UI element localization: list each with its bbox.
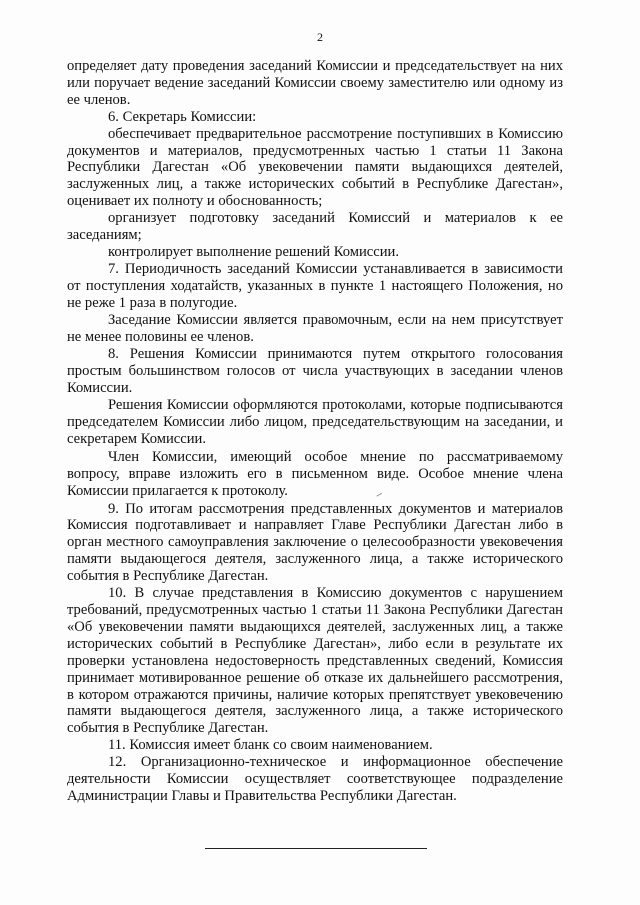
- paragraph-protocols: Решения Комиссии оформляются протоколами, которые подписываются председателем Комиссии либо лицом, председательствующим на заседании, и секретарем Комиссии.: [67, 397, 563, 447]
- paragraph-secretary-heading: 6. Секретарь Комиссии:: [108, 108, 257, 125]
- paragraph-conclusion: 9. По итогам рассмотрения представленных документов и материалов Комиссия подготавливает и направляет Главе Республики Дагестан либо в орган местного самоуправления заключение о целесообразности увековечения памяти выдающегося деятеля, заслуженного лица, а также исторического события в Республике Дагестан.: [67, 500, 563, 585]
- paragraph-secretary-prepare: организует подготовку заседаний Комиссий и материалов к ее заседаниям;: [67, 210, 563, 244]
- paragraph-voting: 8. Решения Комиссии принимаются путем открытого голосования простым большинством голосов от числа участвующих в заседании членов Комиссии.: [67, 346, 563, 397]
- paragraph-secretary-review: обеспечивает предварительное рассмотрение поступивших в Комиссию документов и материалов, предусмотренных частью 1 статьи 11 Закона Республики Дагестан «Об увековечении памяти выдающихся деятелей, заслуженных лиц, а также исторических событий в Республике Дагестан», оценивает их полноту и обоснованность;: [67, 125, 563, 210]
- paragraph-secretary-control: контролирует выполнение решений Комиссии.: [108, 243, 400, 260]
- document-body: [67, 58, 563, 805]
- paragraph-refusal: 10. В случае представления в Комиссию документов с нарушением требований, предусмотренных частью 1 статьи 11 Закона Республики Дагестан «Об увековечении памяти выдающихся деятелей, заслуженных лиц, а также исторических событий в Республике Дагестан», либо если в результате их проверки установлена недостоверность представленных сведений, Комиссия принимает мотивированное решение об отказе их дальнейшего рассмотрения, в котором отражаются причины, наличие которых препятствует увековечению памяти выдающегося деятеля, заслуженного лица, а также исторического события в Республике Дагестан.: [67, 585, 563, 737]
- paragraph-letterhead: 11. Комиссия имеет бланк со своим наименованием.: [108, 737, 433, 754]
- paragraph-dissenting-opinion: Член Комиссии, имеющий особое мнение по рассматриваемому вопросу, вправе изложить его в письменном виде. Особое мнение члена Комиссии прилагается к протоколу.: [67, 448, 563, 499]
- paragraph-quorum: Заседание Комиссии является правомочным, если на нем присутствует не менее половины ее членов.: [67, 311, 563, 345]
- paragraph-chair-duties-continued: определяет дату проведения заседаний Комиссии и председательствует на них или поручает ведение заседаний Комиссии своему заместителю или одному из ее членов.: [67, 58, 563, 108]
- paragraph-meeting-frequency: 7. Периодичность заседаний Комиссии устанавливается в зависимости от поступления ходатайств, указанных в пункте 1 настоящего Положения, но не реже 1 раза в полугодие.: [67, 260, 563, 311]
- paragraph-support: 12. Организационно-техническое и информационное обеспечение деятельности Комиссии осуществляет соответствующее подразделение Администрации Главы и Правительства Республики Дагестан.: [67, 754, 563, 804]
- closing-rule: [205, 848, 427, 849]
- page-number: 2: [317, 30, 323, 44]
